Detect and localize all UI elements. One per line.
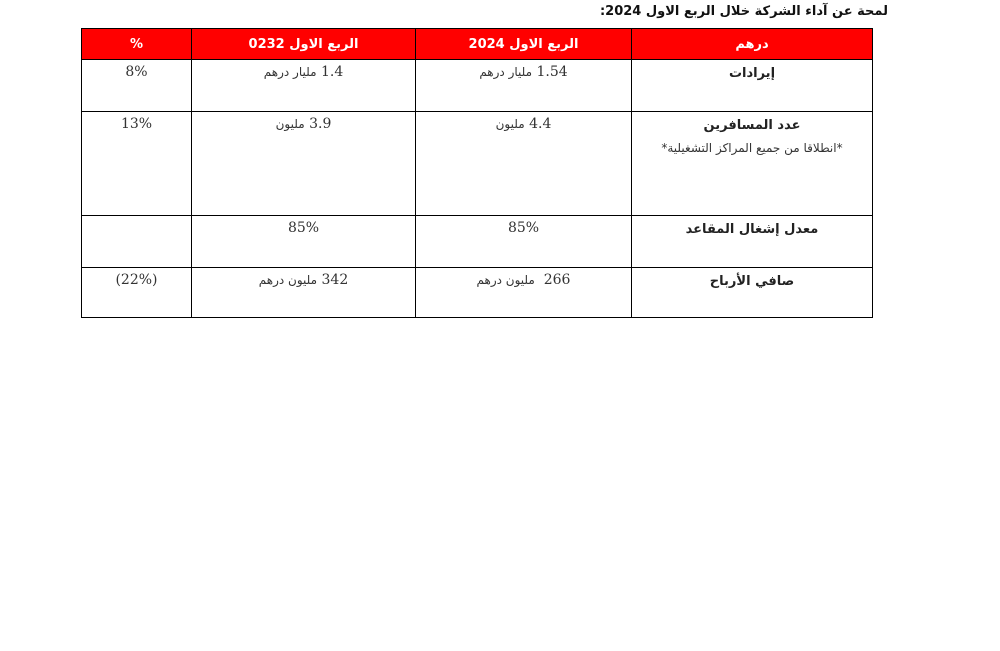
- table-row-passengers: [82, 112, 873, 216]
- metric-note: *انطلاقا من جميع المراكز التشغيلية*: [661, 141, 843, 155]
- value-unit: مليون درهم: [258, 273, 318, 287]
- cell-q1-2024: [416, 60, 632, 112]
- metric-label: معدل إشغال المقاعد: [685, 222, 819, 237]
- table-row-net-profit: [82, 268, 873, 318]
- cell-q1-2023: [192, 60, 416, 112]
- cell-metric: [632, 112, 873, 216]
- metric-label: عدد المسافرين: [703, 118, 801, 133]
- performance-table: [81, 28, 873, 318]
- value-number: 342: [321, 272, 349, 288]
- table-row-load-factor: [82, 216, 873, 268]
- cell-change: [82, 60, 192, 112]
- value-unit: مليون درهم: [476, 273, 535, 287]
- value-unit: مليار درهم: [479, 65, 533, 79]
- page-heading: لمحة عن آداء الشركة خلال الربع الاول 2024:: [599, 4, 888, 19]
- value-unit: مليون: [495, 117, 525, 131]
- metric-label: صافي الأرباح: [709, 274, 795, 289]
- value-number: 4.4: [529, 116, 552, 132]
- value-number: 1.4: [320, 64, 344, 80]
- header-change: %: [82, 29, 192, 60]
- value-number: 3.9: [309, 116, 332, 132]
- value-number: 85%: [287, 220, 320, 236]
- cell-metric: [632, 216, 873, 268]
- table-row-revenue: [82, 60, 873, 112]
- cell-change: [82, 268, 192, 318]
- cell-q1-2024: [416, 216, 632, 268]
- header-q1-2023: 023الربع الاول 2: [192, 29, 416, 60]
- cell-q1-2023: [192, 216, 416, 268]
- cell-metric: [632, 60, 873, 112]
- cell-change: [82, 112, 192, 216]
- value-unit: مليار درهم: [263, 65, 317, 79]
- cell-q1-2023: [192, 268, 416, 318]
- value-number: 266: [543, 272, 571, 288]
- change-value: 13%: [120, 116, 153, 132]
- cell-q1-2024: [416, 112, 632, 216]
- cell-q1-2023: [192, 112, 416, 216]
- value-number: 85%: [507, 220, 540, 236]
- metric-label: إيرادات: [728, 66, 776, 81]
- change-value: (22%): [115, 272, 158, 288]
- value-number: 1.54: [536, 64, 568, 80]
- change-value: 8%: [125, 64, 148, 80]
- header-q1-2024: الربع الاول 2024: [416, 29, 632, 60]
- value-unit: مليون: [275, 117, 305, 131]
- change-value: [82, 216, 191, 220]
- cell-change: [82, 216, 192, 268]
- header-metric: درهم: [632, 29, 873, 60]
- cell-q1-2024: [416, 268, 632, 318]
- cell-metric: [632, 268, 873, 318]
- table-header-row: [82, 29, 873, 60]
